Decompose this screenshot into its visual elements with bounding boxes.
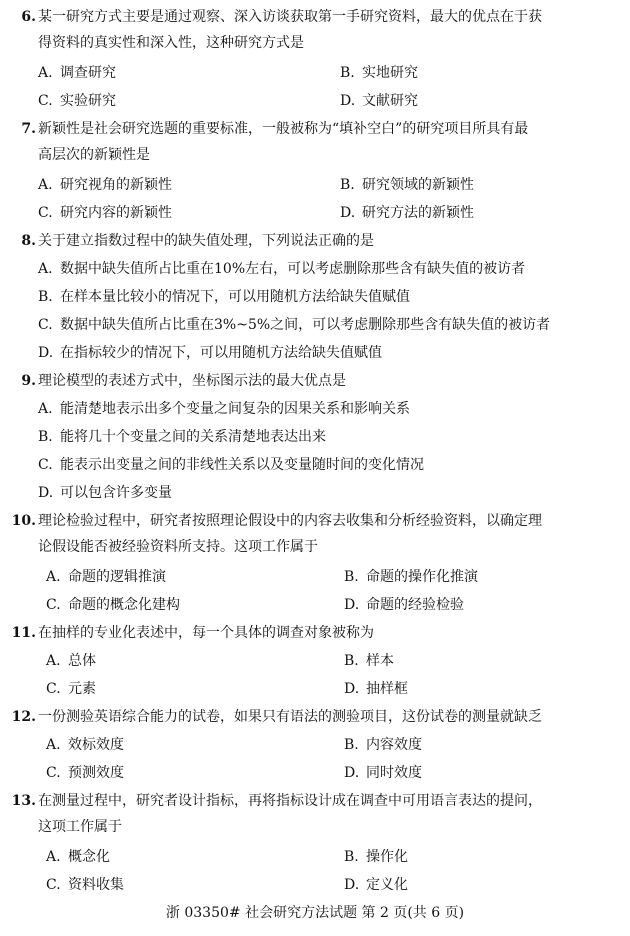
question-number: 9.	[21, 373, 36, 389]
stem-line: 高层次的新颖性是	[38, 147, 150, 163]
option-text: 在指标较少的情况下，可以用随机方法给缺失值赋值	[60, 345, 382, 361]
option-letter: A.	[38, 177, 53, 193]
option-c	[46, 872, 124, 898]
option-letter: A.	[38, 65, 53, 81]
option-letter: A.	[46, 849, 61, 865]
question-number: 6.	[21, 9, 36, 25]
option-text: 调查研究	[60, 65, 116, 81]
option-text: 研究视角的新颖性	[60, 177, 172, 193]
option-c	[38, 88, 116, 114]
question-number: 10.	[11, 513, 36, 529]
option-text: 命题的概念化建构	[68, 597, 180, 613]
option-d	[344, 872, 408, 898]
option-letter: B.	[38, 289, 53, 305]
option-letter: A.	[46, 737, 61, 753]
option-b	[344, 564, 478, 590]
option-text: 效标效度	[68, 737, 124, 753]
option-text: 研究领域的新颖性	[362, 177, 474, 193]
question-stem	[38, 368, 610, 394]
question-stem	[38, 704, 610, 730]
option-text: 操作化	[366, 849, 408, 865]
option-text: 研究方法的新颖性	[362, 205, 474, 221]
option-b	[340, 172, 474, 198]
option-letter: A.	[38, 401, 53, 417]
option-c	[38, 200, 172, 226]
stem-line: 新颖性是社会研究选题的重要标准，一般被称为“填补空白”的研究项目所具有最	[38, 121, 529, 137]
option-b	[38, 424, 326, 450]
option-text: 文献研究	[362, 93, 418, 109]
option-letter: A.	[46, 569, 61, 585]
stem-line: 这项工作属于	[38, 819, 122, 835]
question-number: 13.	[11, 793, 36, 809]
option-c	[38, 312, 550, 338]
option-letter: D.	[340, 93, 356, 109]
option-letter: B.	[340, 177, 355, 193]
question-stem	[38, 4, 610, 56]
stem-line: 论假设能否被经验资料所支持。这项工作属于	[38, 539, 318, 555]
option-c	[46, 592, 180, 618]
stem-line: 一份测验英语综合能力的试卷，如果只有语法的测验项目，这份试卷的测量就缺乏	[38, 709, 542, 725]
option-text: 研究内容的新颖性	[60, 205, 172, 221]
option-letter: C.	[46, 681, 61, 697]
option-b	[340, 60, 418, 86]
option-text: 可以包含许多变量	[60, 485, 172, 501]
option-text: 能将几十个变量之间的关系清楚地表达出来	[60, 429, 326, 445]
stem-line: 关于建立指数过程中的缺失值处理，下列说法正确的是	[38, 233, 374, 249]
option-letter: C.	[38, 205, 53, 221]
option-text: 命题的操作化推演	[366, 569, 478, 585]
option-text: 能清楚地表示出多个变量之间复杂的因果关系和影响关系	[60, 401, 410, 417]
option-b	[38, 284, 410, 310]
option-letter: A.	[38, 261, 53, 277]
question-stem	[38, 788, 610, 840]
page-footer: 浙 03350# 社会研究方法试题 第 2 页(共 6 页)	[165, 905, 465, 921]
option-letter: C.	[38, 457, 53, 473]
option-text: 命题的逻辑推演	[68, 569, 166, 585]
option-text: 元素	[68, 681, 96, 697]
option-letter: B.	[344, 849, 359, 865]
option-text: 数据中缺失值所占比重在3%~5%之间，可以考虑删除那些含有缺失值的被访者	[60, 317, 551, 333]
option-a	[38, 256, 525, 282]
option-text: 在样本量比较小的情况下，可以用随机方法给缺失值赋值	[60, 289, 410, 305]
option-letter: B.	[344, 653, 359, 669]
option-d	[344, 760, 422, 786]
option-a	[46, 844, 110, 870]
option-text: 能表示出变量之间的非线性关系以及变量随时间的变化情况	[60, 457, 424, 473]
question-stem	[38, 620, 610, 646]
option-letter: C.	[46, 597, 61, 613]
option-d	[38, 340, 382, 366]
option-text: 内容效度	[366, 737, 422, 753]
option-letter: D.	[344, 765, 360, 781]
stem-line: 得资料的真实性和深入性，这种研究方式是	[38, 35, 304, 51]
stem-line: 理论模型的表述方式中，坐标图示法的最大优点是	[38, 373, 346, 389]
option-d	[38, 480, 172, 506]
option-d	[340, 88, 418, 114]
option-c	[38, 452, 424, 478]
option-c	[46, 676, 96, 702]
question-number: 11.	[11, 625, 36, 641]
option-letter: B.	[340, 65, 355, 81]
option-letter: A.	[46, 653, 61, 669]
option-text: 抽样框	[366, 681, 408, 697]
option-text: 总体	[68, 653, 96, 669]
option-a	[38, 396, 410, 422]
option-letter: D.	[344, 597, 360, 613]
option-d	[344, 592, 464, 618]
stem-line: 在抽样的专业化表述中，每一个具体的调查对象被称为	[38, 625, 374, 641]
option-c	[46, 760, 124, 786]
option-letter: C.	[38, 317, 53, 333]
question-stem	[38, 508, 610, 560]
option-b	[344, 844, 408, 870]
option-text: 实地研究	[362, 65, 418, 81]
question-number: 8.	[21, 233, 36, 249]
option-letter: B.	[344, 737, 359, 753]
question-stem	[38, 228, 610, 254]
option-text: 定义化	[366, 877, 408, 893]
option-text: 命题的经验检验	[366, 597, 464, 613]
option-letter: D.	[344, 877, 360, 893]
option-d	[344, 676, 408, 702]
option-text: 实验研究	[60, 93, 116, 109]
question-number: 12.	[11, 709, 36, 725]
option-text: 预测效度	[68, 765, 124, 781]
option-d	[340, 200, 474, 226]
option-a	[46, 564, 166, 590]
option-letter: B.	[38, 429, 53, 445]
option-text: 资料收集	[68, 877, 124, 893]
option-a	[38, 60, 116, 86]
stem-line: 某一研究方式主要是通过观察、深入访谈获取第一手研究资料，最大的优点在于获	[38, 9, 542, 25]
option-text: 同时效度	[366, 765, 422, 781]
option-letter: C.	[46, 877, 61, 893]
option-letter: D.	[344, 681, 360, 697]
option-text: 概念化	[68, 849, 110, 865]
option-letter: C.	[46, 765, 61, 781]
stem-line: 在测量过程中，研究者设计指标，再将指标设计成在调查中可用语言表达的提问，	[38, 793, 542, 809]
option-text: 样本	[366, 653, 394, 669]
option-letter: D.	[38, 485, 54, 501]
option-a	[38, 172, 172, 198]
option-letter: D.	[38, 345, 54, 361]
option-b	[344, 648, 394, 674]
option-letter: C.	[38, 93, 53, 109]
option-letter: D.	[340, 205, 356, 221]
question-stem	[38, 116, 610, 168]
stem-line: 理论检验过程中，研究者按照理论假设中的内容去收集和分析经验资料，以确定理	[38, 513, 542, 529]
option-a	[46, 648, 96, 674]
option-a	[46, 732, 124, 758]
question-number: 7.	[21, 121, 36, 137]
option-letter: B.	[344, 569, 359, 585]
option-text: 数据中缺失值所占比重在10%左右，可以考虑删除那些含有缺失值的被访者	[60, 261, 526, 277]
option-b	[344, 732, 422, 758]
